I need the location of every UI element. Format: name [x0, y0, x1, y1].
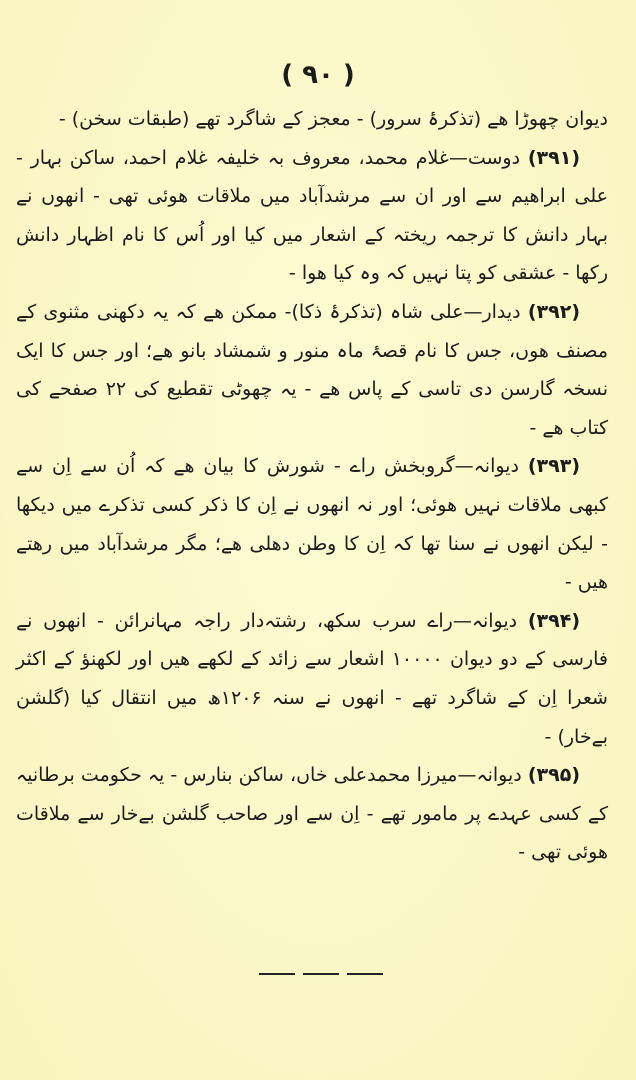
entry-number: (۳۹۳)	[527, 455, 580, 478]
page-body	[16, 100, 608, 872]
entry-391	[16, 139, 608, 293]
entry-text: دیوانہ—میرزا محمدعلی خاں، ساکن بنارس - یہ حکومت برطانیہ کے کسی عہدے پر مامور تھے - اِن سے اور صاحب گلشن بےخار سے ملاقات ھوئی تھی -	[16, 764, 608, 864]
entry-number: (۳۹۴)	[527, 609, 580, 632]
paragraph-continuation	[16, 100, 608, 139]
entry-392	[16, 293, 608, 447]
rule-segment	[303, 973, 339, 975]
entry-number: (۳۹۲)	[527, 300, 580, 323]
rule-segment	[347, 973, 383, 975]
end-rule-divider	[259, 973, 383, 975]
entry-number: (۳۹۱)	[527, 146, 580, 169]
entry-394	[16, 602, 608, 756]
entry-393	[16, 447, 608, 601]
rule-segment	[259, 973, 295, 975]
page-number: ( ۹۰ )	[281, 60, 355, 90]
entry-395	[16, 756, 608, 872]
entry-number: (۳۹۵)	[527, 764, 580, 787]
entry-text: دوست—غلام محمد، معروف بہ خلیفہ غلام احمد، ساکن بہار - علی ابراھیم سے اور ان سے مرشدآباد میں ملاقات ھوئی تھی - انھوں نے بہار دانش کا ترجمہ ریختہ کے اشعار میں کیا اور اُس کا نام اظہار دانش رکھا - عشقی کو پتا نہیں کہ وہ کیا ھوا -	[16, 146, 608, 285]
paragraph-text: دیوان چھوڑا ھے (تذکرۂ سرور) - معجز کے شاگرد تھے (طبقات سخن) -	[58, 108, 608, 130]
entry-text: دیوانہ—راے سرب سکھ، رشتہ‌دار راجہ مہانرائن - انھوں نے فارسی کے دو دیوان ۱۰۰۰۰ اشعار سے زائد کے لکھے ھیں اور لکھنؤ کے اکثر شعرا اِن کے شاگرد تھے - انھوں نے سنہ ۱۲۰۶ھ میں انتقال کیا (گلشن بےخار) -	[16, 609, 609, 748]
entry-text: دیدار—علی شاہ (تذکرۂ ذکا)- ممکن ھے کہ یہ دکھنی مثنوی کے مصنف ھوں، جس کا نام قصۂ ماہ منور و شمشاد بانو ھے؛ اور جس کا ایک نسخہ گارسن دی تاسی کے پاس ھے - یہ چھوٹی تقطیع کی ۲۲ صفحے کی کتاب ھے -	[16, 300, 608, 439]
entry-text: دیوانہ—گروبخش راے - شورش کا بیان ھے کہ اُن سے اِن سے کبھی ملاقات نہیں ھوئی؛ اور نہ انھوں نے اِن کا ذکر کسی تذکرے میں دیکھا - لیکن انھوں نے سنا تھا کہ اِن کا وطن دھلی ھے؛ مگر مرشدآباد میں رھتے ھیں -	[16, 455, 608, 594]
